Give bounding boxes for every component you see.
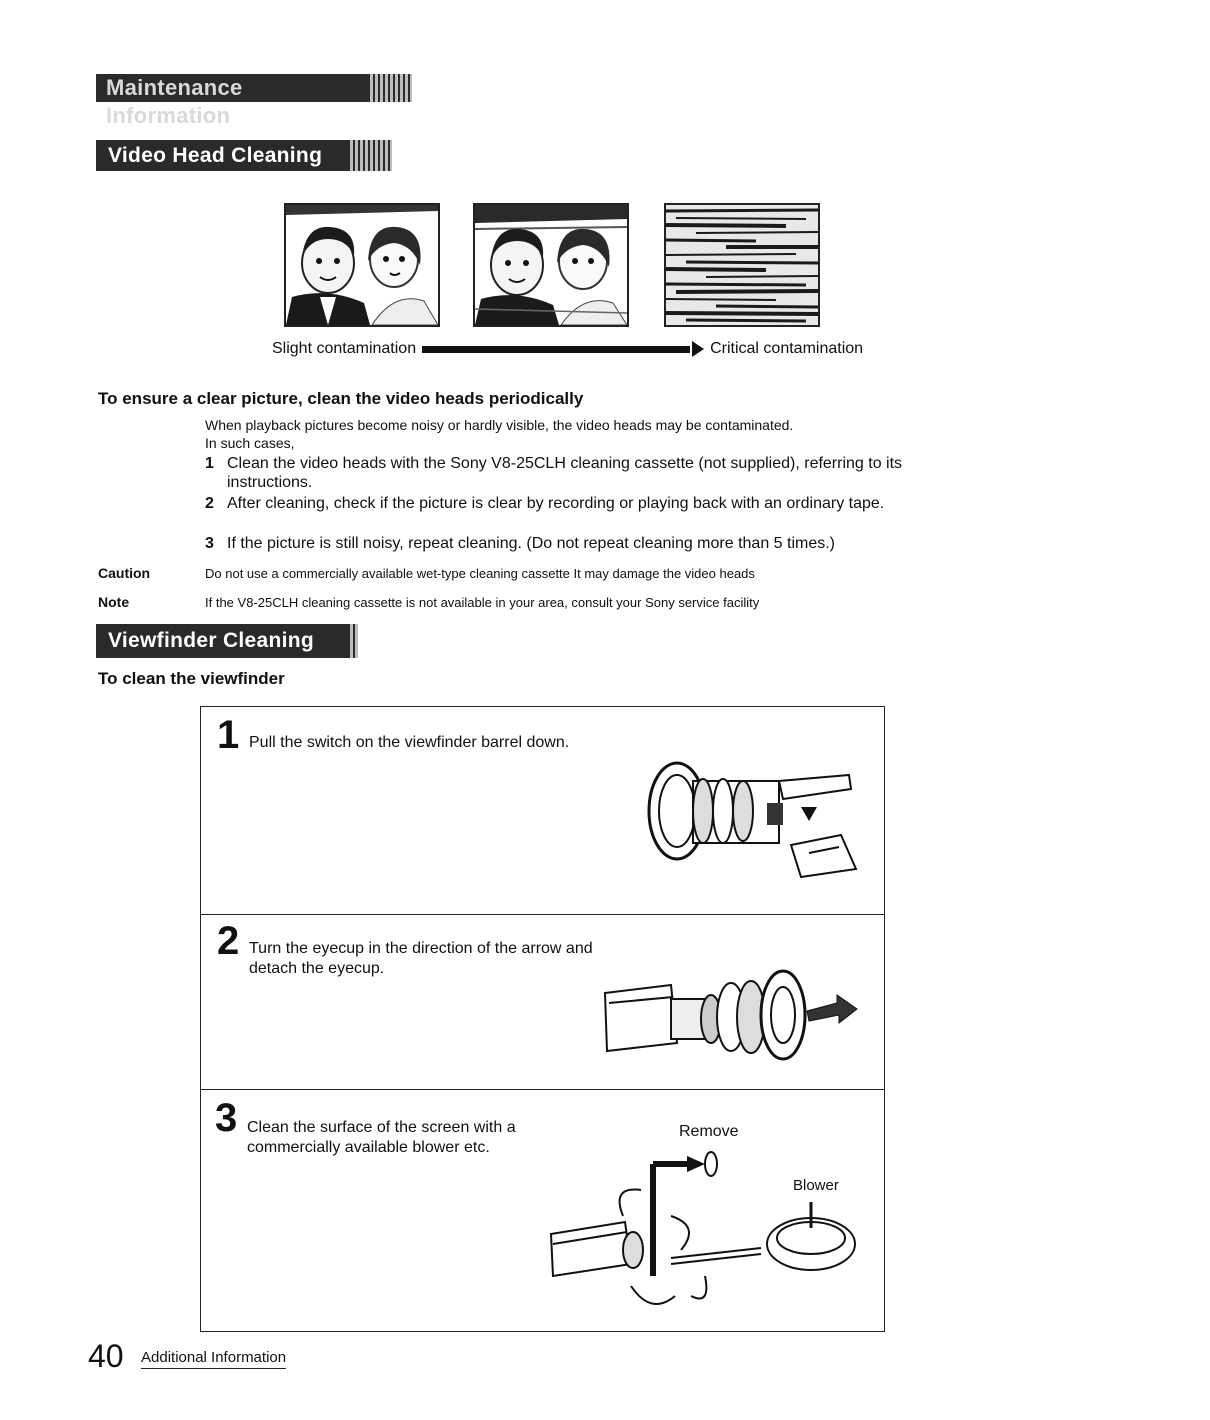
two-faces-illustration bbox=[286, 205, 438, 325]
step-number: 2 bbox=[217, 919, 240, 963]
viewfinder-step-3 bbox=[201, 1090, 884, 1330]
step-text: Clean the video heads with the Sony V8-25CLH cleaning cassette (not supplied), referring to its instructions. bbox=[227, 455, 903, 491]
video-head-step-2 bbox=[205, 494, 905, 513]
step-text: Pull the switch on the viewfinder barrel down. bbox=[249, 734, 570, 751]
tv-clean-picture bbox=[284, 203, 440, 327]
slight-contamination-label: Slight contamination bbox=[272, 340, 417, 357]
footer-section-name: Additional Information bbox=[141, 1349, 286, 1369]
tv-critically-noisy-picture bbox=[664, 203, 820, 327]
blower-label: Blower bbox=[793, 1177, 839, 1194]
caution-text: Do not use a commercially available wet-type cleaning cassette It may damage the video heads bbox=[205, 566, 755, 581]
viewfinder-switch-illustration bbox=[641, 749, 861, 899]
video-heads-intro bbox=[205, 416, 895, 452]
viewfinder-cleaning-banner bbox=[96, 624, 348, 658]
step-number: 1 bbox=[205, 455, 214, 472]
tv-slightly-noisy-picture bbox=[473, 203, 629, 327]
contamination-arrow-bar bbox=[422, 346, 690, 353]
banner-fade bbox=[368, 74, 412, 102]
step-number: 1 bbox=[217, 713, 240, 757]
chapter-title: Maintenance Information bbox=[106, 75, 243, 128]
step-text: Turn the eyecup in the direction of the arrow and detach the eyecup. bbox=[249, 940, 593, 977]
intro-line-2: In such cases, bbox=[205, 435, 295, 451]
video-head-cleaning-banner bbox=[96, 140, 348, 171]
critical-contamination-label: Critical contamination bbox=[710, 340, 864, 357]
step-number: 2 bbox=[205, 495, 214, 512]
step-text: After cleaning, check if the picture is clear by recording or playing back with an ordinary tape. bbox=[227, 495, 885, 512]
viewfinder-section-title: Viewfinder Cleaning bbox=[108, 629, 315, 652]
eyecup-detach-illustration bbox=[601, 959, 861, 1069]
caution-label: Caution bbox=[98, 565, 151, 581]
video-head-step-1 bbox=[205, 454, 905, 492]
step-text: Clean the surface of the screen with a commercially available blower etc. bbox=[247, 1119, 516, 1156]
step-number: 3 bbox=[215, 1096, 238, 1140]
viewfinder-procedure-box bbox=[200, 706, 885, 1332]
step-text: If the picture is still noisy, repeat cleaning. (Do not repeat cleaning more than 5 times.) bbox=[227, 535, 836, 552]
viewfinder-heading bbox=[98, 669, 285, 689]
viewfinder-heading-text: To clean the viewfinder bbox=[98, 669, 285, 688]
video-head-step-3 bbox=[205, 534, 905, 553]
banner-fade bbox=[348, 140, 392, 171]
note-label: Note bbox=[98, 594, 130, 610]
viewfinder-step-2 bbox=[201, 915, 884, 1090]
banner-fade bbox=[348, 624, 358, 658]
video-heads-heading: To ensure a clear picture, clean the video heads periodically bbox=[98, 389, 584, 408]
intro-line-1: When playback pictures become noisy or hardly visible, the video heads may be contaminated. bbox=[205, 417, 794, 433]
chapter-banner bbox=[96, 74, 368, 128]
contamination-scale bbox=[272, 340, 863, 358]
step-number: 3 bbox=[205, 535, 214, 552]
two-faces-noisy-illustration bbox=[475, 205, 627, 325]
viewfinder-step-1 bbox=[201, 707, 884, 915]
arrow-right-icon bbox=[692, 341, 704, 357]
static-noise-illustration bbox=[666, 205, 818, 325]
blower-cleaning-illustration bbox=[541, 1146, 871, 1326]
remove-label: Remove bbox=[679, 1123, 739, 1140]
page-number: 40 bbox=[88, 1338, 124, 1374]
video-head-section-title: Video Head Cleaning bbox=[108, 144, 323, 167]
note-text: If the V8-25CLH cleaning cassette is not available in your area, consult your Sony service facility bbox=[205, 595, 760, 610]
